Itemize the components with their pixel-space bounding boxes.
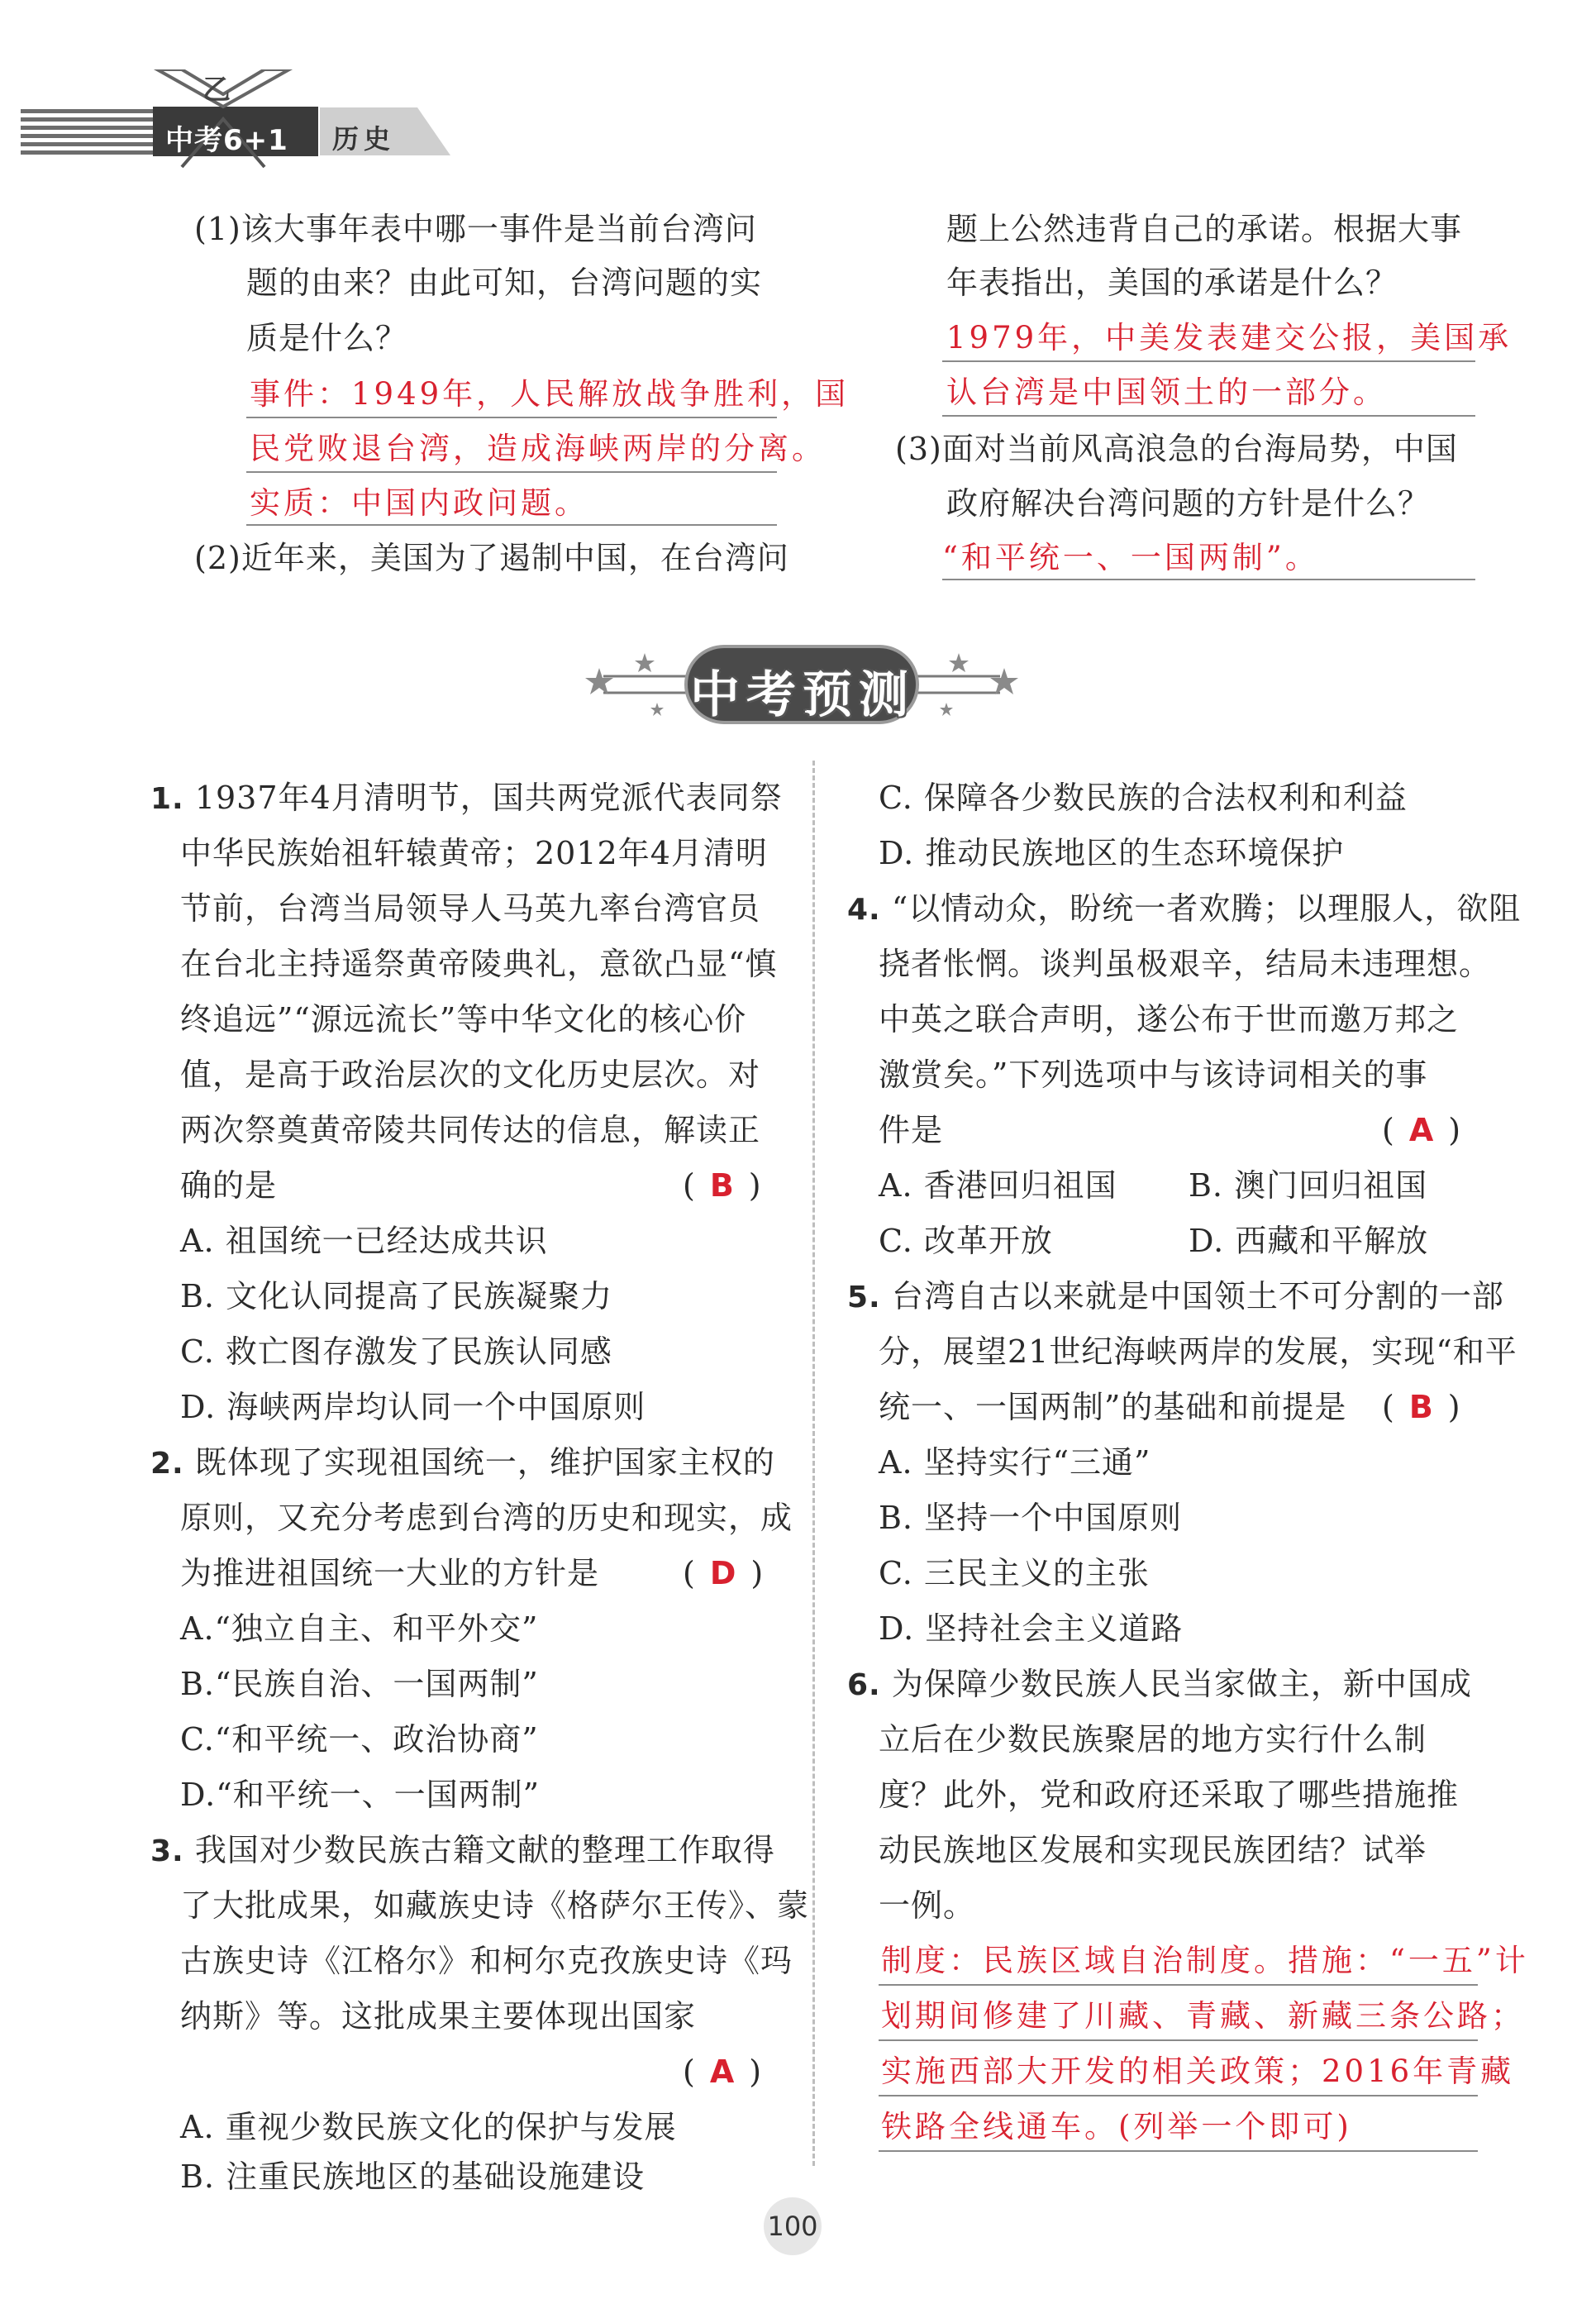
answer-rule [942,360,1475,362]
answer-bracket: ( A ) [683,2053,762,2090]
option: C. 保障各少数民族的合法权利和利益 [879,780,1408,816]
option: B. 文化认同提高了民族凝聚力 [180,1278,613,1314]
question-line: 古族史诗《江格尔》和柯尔克孜族史诗《玛 [180,1943,793,1979]
question-line: 件是 [879,1112,944,1148]
question-line: 两次祭奠黄帝陵共同传达的信息，解读正 [180,1112,761,1148]
question-line: 节前，台湾当局领导人马英九率台湾官员 [180,890,761,927]
question-line: 挠者怅惘。谈判虽极艰辛，结局未违理想。 [879,946,1492,982]
option: B. 澳门回归祖国 [1189,1167,1428,1204]
option: D. 西藏和平解放 [1189,1223,1429,1259]
answer-letter: D [709,1555,736,1591]
q-sub2-line: (2)近年来，美国为了遏制中国，在台湾问 [194,540,789,576]
option: C.“和平统一、政治协商” [180,1721,539,1758]
option: B.“民族自治、一国两制” [180,1666,539,1702]
option: A. 重视少数民族文化的保护与发展 [180,2109,677,2145]
question-text: 为保障少数民族人民当家做主，新中国成 [891,1666,1472,1702]
answer-rule [879,2150,1478,2152]
question-line [847,1278,1504,1314]
question-line: 了大批成果，如藏族史诗《格萨尔王传》、蒙 [180,1887,810,1924]
answer-letter: B [1408,1389,1433,1425]
answer-line: 实施西部大开发的相关政策；2016年青藏 [881,2053,1515,2089]
banner-title: 中考预测 [690,666,915,724]
column-divider [812,761,815,2166]
question-line: 确的是 [180,1167,278,1204]
question-text: 台湾自古以来就是中国领土不可分割的一部 [891,1278,1504,1314]
answer-letter: A [1408,1112,1434,1148]
brand-name: 中考6+1 [165,124,288,157]
answer-rule [879,2039,1478,2041]
question-line: 统一、一国两制”的基础和前提是 [879,1389,1347,1425]
question-line [150,782,783,814]
question-line: 原则，又充分考虑到台湾的历史和现实，成 [180,1500,793,1536]
question-line: 值，是高于政治层次的文化历史层次。对 [180,1057,761,1093]
answer-bracket: ( A ) [1382,1112,1461,1148]
answer-line: 认台湾是中国领土的一部分。 [946,374,1387,410]
question-line: 为推进祖国统一大业的方针是 [180,1555,600,1591]
option: D.“和平统一、一国两制” [180,1777,541,1813]
question-line: 立后在少数民族聚居的地方实行什么制 [879,1721,1427,1758]
question-line [847,890,1522,927]
question-line: 终追远”“源远流长”等中华文化的核心价 [180,1001,747,1037]
option: D. 海峡两岸均认同一个中国原则 [180,1389,646,1425]
answer-rule [879,1984,1478,1986]
q-sub3-line: (3)面对当前风高浪急的台海局势，中国 [895,431,1458,467]
option: C. 改革开放 [879,1223,1053,1259]
answer-rule [942,579,1475,580]
option: A. 香港回归祖国 [879,1167,1117,1204]
question-number: 6. [847,1668,881,1702]
question-line: 分，展望21世纪海峡两岸的发展，实现“和平 [879,1333,1517,1370]
question-line: 一例。 [879,1887,976,1924]
question-line: 度？此外，党和政府还采取了哪些措施推 [879,1777,1460,1813]
answer-bracket: ( B ) [1382,1389,1460,1425]
option: C. 三民主义的主张 [879,1555,1150,1591]
q-sub2-line: 年表指出，美国的承诺是什么？ [946,265,1398,301]
answer-line: 民党败退台湾，造成海峡两岸的分离。 [250,431,826,466]
question-line: 在台北主持遥祭黄帝陵典礼，意欲凸显“慎 [180,946,778,982]
question-line: 中英之联合声明，遂公布于世而邀万邦之 [879,1001,1460,1037]
question-line: 动民族地区发展和实现民族团结？试举 [879,1832,1427,1868]
answer-rule [879,2095,1478,2096]
question-line [847,1668,1472,1701]
answer-line: 1979年，中美发表建交公报，美国承 [946,320,1513,355]
option: D. 坚持社会主义道路 [879,1610,1184,1647]
question-text: 既体现了实现祖国统一，维护国家主权的 [194,1444,775,1481]
answer-rule [246,524,777,526]
answer-letter: A [709,2053,735,2090]
answer-line: 划期间修建了川藏、青藏、新藏三条公路； [881,1998,1525,2034]
question-line [150,1444,775,1481]
option: B. 坚持一个中国原则 [879,1500,1183,1536]
answer-line: 实质：中国内政问题。 [250,485,588,521]
question-number: 2. [150,1447,184,1481]
answer-letter: B [709,1167,734,1204]
subject-label: 历史 [332,123,396,155]
answer-line: 制度：民族区域自治制度。措施：“一五”计 [881,1943,1529,1978]
option: A. 坚持实行“三通” [879,1444,1151,1481]
answer-line: “和平统一、一国两制”。 [942,540,1319,575]
question-number: 5. [847,1281,881,1314]
option: B. 注重民族地区的基础设施建设 [180,2158,646,2195]
answer-rule [246,417,777,418]
q-sub2-line: 题上公然违背自己的承诺。根据大事 [946,211,1463,247]
question-number: 1. [150,782,184,816]
answer-rule [942,415,1475,417]
question-line: 纳斯》等。这批成果主要体现出国家 [180,1998,697,2034]
question-number: 3. [150,1834,184,1868]
question-line [150,1834,775,1867]
answer-rule [246,471,777,473]
answer-line: 事件：1949年，人民解放战争胜利，国 [250,376,850,412]
answer-bracket: ( D ) [683,1555,764,1591]
option: A.“独立自主、和平外交” [180,1610,539,1647]
option: C. 救亡图存激发了民族认同感 [180,1333,612,1370]
question-text: “以情动众，盼统一者欢腾；以理服人，欲阻 [891,890,1522,927]
page-number: 100 [764,2197,822,2255]
question-line: 中华民族始祖轩辕黄帝；2012年4月清明 [180,835,768,871]
q-sub1-line: (1)该大事年表中哪一事件是当前台湾问 [194,211,757,247]
option: D. 推动民族地区的生态环境保护 [879,835,1345,871]
option: A. 祖国统一已经达成共识 [180,1223,548,1259]
svg-text:乙: 乙 [202,74,231,107]
q-sub3-line: 政府解决台湾问题的方针是什么？ [946,485,1431,522]
answer-bracket: ( B ) [683,1167,761,1204]
question-text: 1937年4月清明节，国共两党派代表同祭 [194,780,783,816]
q-sub1-line: 题的由来？由此可知，台湾问题的实 [246,265,763,301]
answer-line: 铁路全线通车。(列举一个即可) [881,2109,1352,2144]
question-line: 激赏矣。”下列选项中与该诗词相关的事 [879,1057,1428,1093]
q-sub1-line: 质是什么？ [246,320,408,356]
question-text: 我国对少数民族古籍文献的整理工作取得 [194,1832,775,1868]
question-number: 4. [847,893,881,927]
